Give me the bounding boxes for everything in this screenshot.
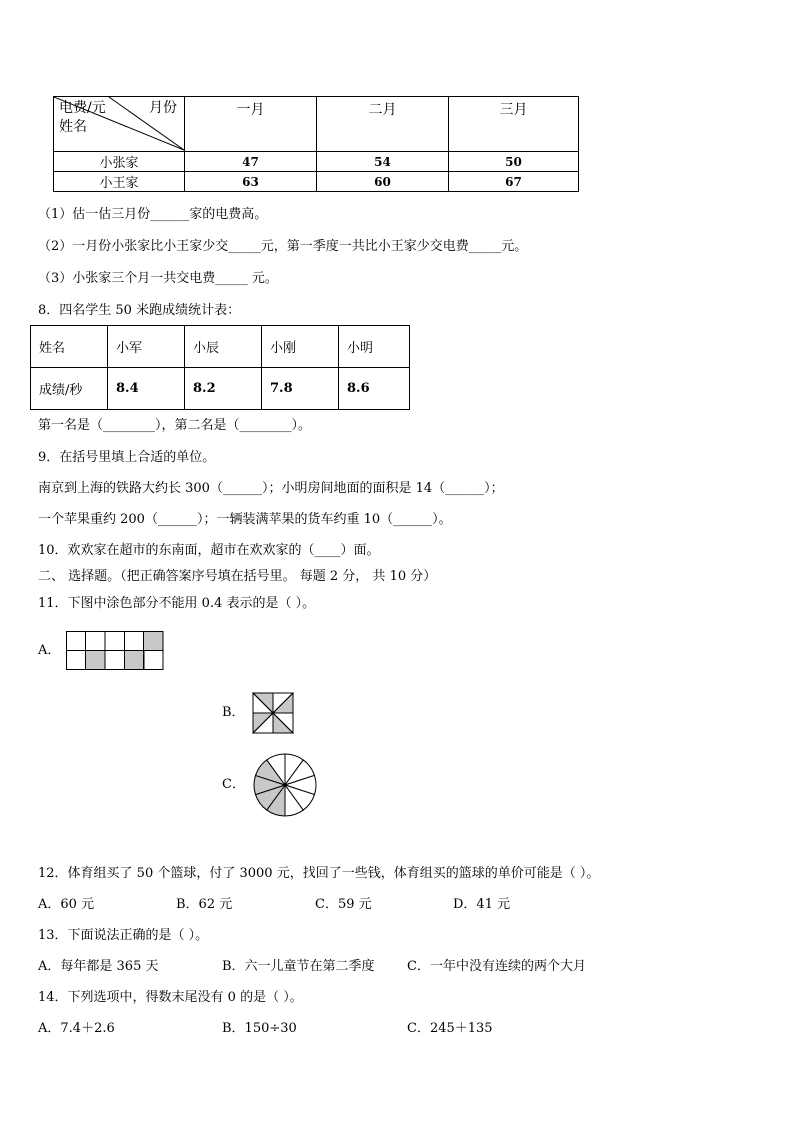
q13-title: 13．下面说法正确的是（ ）。 (38, 928, 209, 943)
score-cell: 8.6 (339, 368, 410, 410)
cell-value: 67 (449, 172, 579, 192)
diag-bottom: 姓名 (59, 119, 87, 135)
diag-top-left: 电费/元 (59, 100, 106, 116)
header-cell: 小明 (339, 326, 410, 368)
running-score-table (30, 325, 410, 410)
q13-option-a: A．每年都是 365 天 (38, 959, 159, 974)
cell-value: 50 (449, 152, 579, 172)
table-row (54, 172, 579, 192)
section2-heading: 二、 选择题。（把正确答案序号填在括号里。 每题 2 分， 共 10 分） (38, 569, 437, 584)
q9-line1: 南京到上海的铁路大约长 300（______）；小明房间地面的面积是 14（______）； (38, 481, 504, 496)
q13-option-b: B．六一儿童节在第二季度 (222, 959, 375, 974)
month-header: 二月 (317, 97, 449, 152)
q14-title: 14．下列选项中，得数末尾没有 0 的是（ ）。 (38, 990, 303, 1005)
header-cell: 小刚 (262, 326, 339, 368)
table-row (31, 368, 410, 410)
q9-title: 9．在括号里填上合适的单位。 (38, 450, 216, 465)
month-header: 三月 (449, 97, 579, 152)
q9-line2: 一个苹果重约 200（______）；一辆装满苹果的货车约重 10（______）。 (38, 512, 452, 527)
row-name: 小张家 (54, 152, 185, 172)
row-name: 小王家 (54, 172, 185, 192)
q11-option-c-label: C． (222, 777, 245, 792)
q12-option-d: D．41 元 (453, 897, 511, 912)
q8-answer: 第一名是（________），第二名是（________）。 (38, 418, 312, 433)
q11-title: 11．下图中涂色部分不能用 0.4 表示的是（ ）。 (38, 596, 316, 611)
score-cell: 8.4 (108, 368, 185, 410)
diagonal-header-cell (54, 97, 185, 152)
q11-option-c-circle (252, 752, 318, 818)
q7-sub1: （1）估一估三月份______家的电费高。 (38, 207, 268, 222)
header-cell: 小辰 (185, 326, 262, 368)
q7-sub3: （3）小张家三个月一共交电费_____ 元。 (38, 271, 278, 286)
q14-option-c: C．245＋135 (407, 1021, 493, 1036)
q8-title: 8．四名学生 50 米跑成绩统计表： (38, 303, 241, 318)
cell-value: 60 (317, 172, 449, 192)
q11-option-a-grid (66, 631, 164, 670)
q11-option-b-square (252, 692, 294, 734)
cell-value: 47 (185, 152, 317, 172)
cell-value: 63 (185, 172, 317, 192)
q12-title: 12．体育组买了 50 个篮球，付了 3000 元，找回了一些钱，体育组买的篮球的单价可能是（ ）。 (38, 866, 600, 881)
score-cell: 7.8 (262, 368, 339, 410)
score-cell: 8.2 (185, 368, 262, 410)
row-label: 成绩/秒 (31, 368, 108, 410)
cell-value: 54 (317, 152, 449, 172)
q12-option-b: B．62 元 (176, 897, 233, 912)
month-header: 一月 (185, 97, 317, 152)
electricity-table (53, 96, 579, 192)
q14-option-b: B．150÷30 (222, 1021, 297, 1036)
q10: 10．欢欢家在超市的东南面，超市在欢欢家的（____）面。 (38, 543, 380, 558)
q12-option-c: C．59 元 (315, 897, 372, 912)
q13-option-c: C．一年中没有连续的两个大月 (407, 959, 586, 974)
header-cell: 姓名 (31, 326, 108, 368)
diag-top-right: 月份 (149, 100, 177, 116)
q14-option-a: A．7.4＋2.6 (38, 1021, 115, 1036)
q11-option-a-label: A． (38, 643, 61, 658)
header-cell: 小军 (108, 326, 185, 368)
q11-option-b-label: B． (222, 705, 245, 720)
table-row (54, 152, 579, 172)
q7-sub2: （2）一月份小张家比小王家少交_____元，第一季度一共比小王家少交电费_____元。 (38, 239, 528, 254)
table-row (31, 326, 410, 368)
q12-option-a: A．60 元 (38, 897, 95, 912)
